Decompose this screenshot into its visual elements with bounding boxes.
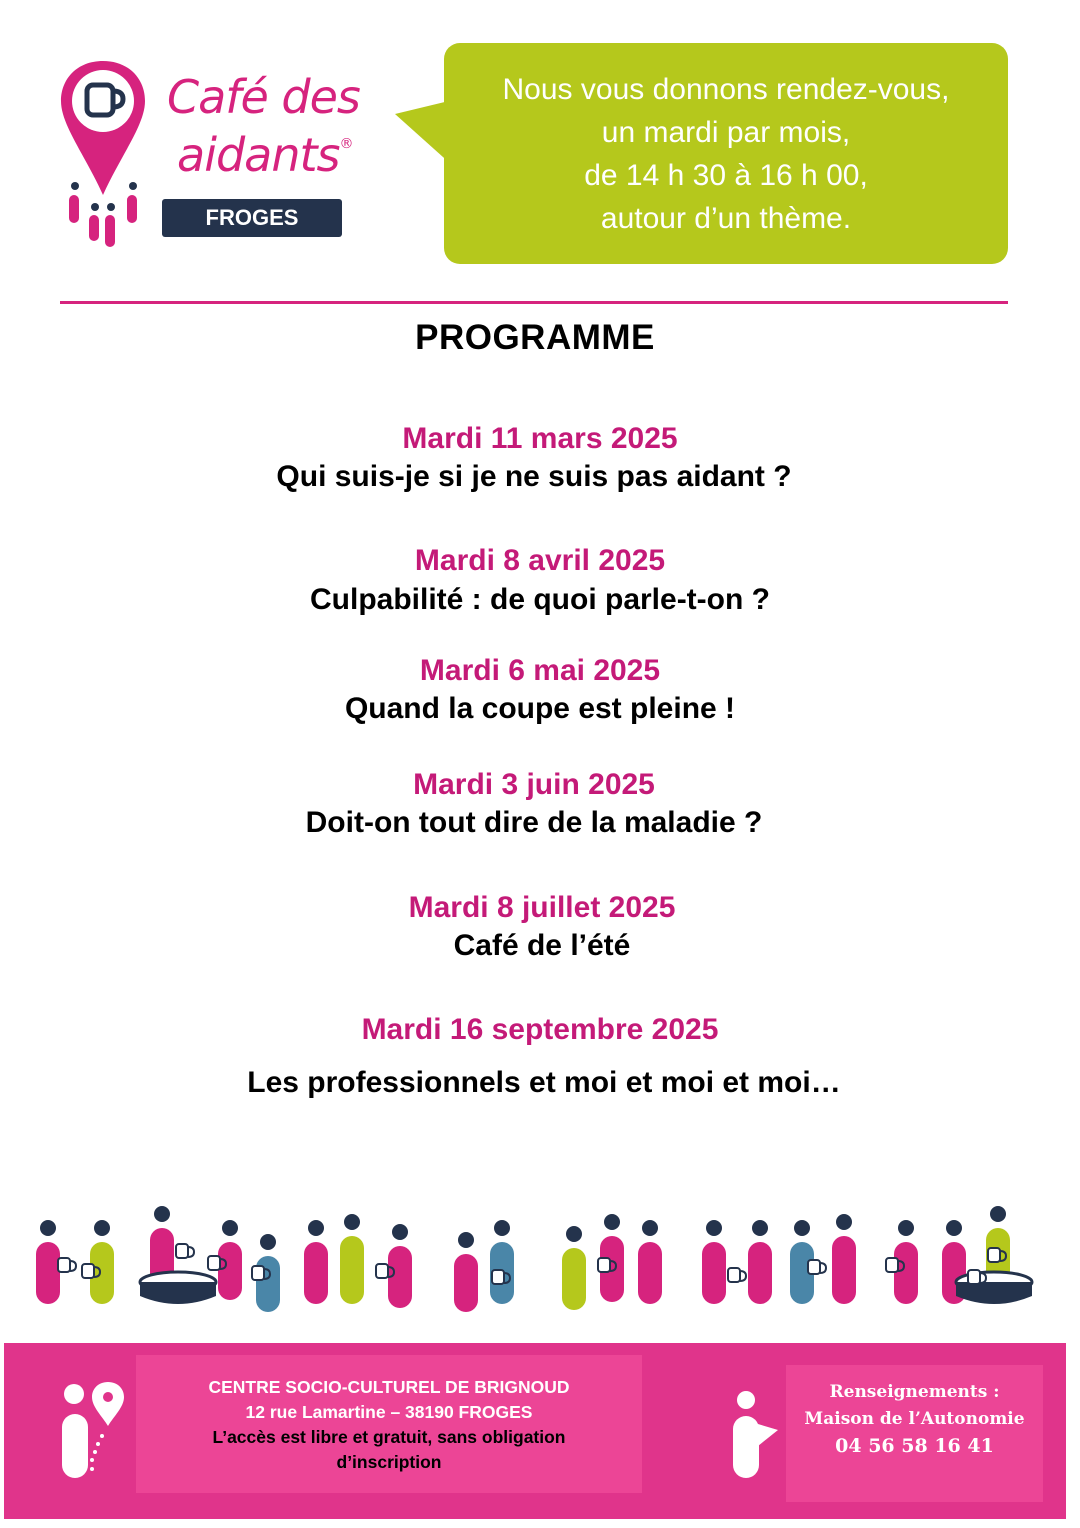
bubble-line: autour d’un thème. bbox=[600, 202, 852, 235]
logo-title-line2 bbox=[177, 129, 353, 181]
event-theme: Quand la coupe est pleine ! bbox=[344, 692, 736, 725]
event-theme: Doit-on tout dire de la maladie ? bbox=[305, 806, 763, 839]
people-with-cups-icon bbox=[28, 1198, 1038, 1328]
registered-mark: ® bbox=[339, 136, 353, 152]
event-theme: Culpabilité : de quoi parle-t-on ? bbox=[310, 583, 770, 616]
event-date: Mardi 8 avril 2025 bbox=[414, 544, 666, 577]
venue-address: 12 rue Lamartine – 38190 FROGES bbox=[245, 1402, 533, 1422]
event-date: Mardi 3 juin 2025 bbox=[413, 768, 655, 801]
bubble-line: un mardi par mois, bbox=[601, 116, 851, 149]
info-label: Renseignements : bbox=[829, 1382, 1000, 1402]
logo-title-aidants: aidants bbox=[177, 128, 340, 182]
event-date: Mardi 6 mai 2025 bbox=[419, 654, 661, 687]
info-location-icon bbox=[58, 1380, 128, 1480]
event-date: Mardi 11 mars 2025 bbox=[402, 422, 678, 455]
event-date: Mardi 16 septembre 2025 bbox=[361, 1013, 719, 1046]
event-theme: Café de l’été bbox=[453, 929, 631, 962]
info-org: Maison de l’Autonomie bbox=[804, 1409, 1025, 1429]
schedule-bubble bbox=[444, 43, 1008, 264]
programme-title: PROGRAMME bbox=[415, 318, 655, 357]
venue-access-cont: d’inscription bbox=[336, 1452, 442, 1472]
event-date: Mardi 8 juillet 2025 bbox=[408, 891, 676, 924]
event-theme: Les professionnels et moi et moi et moi… bbox=[247, 1066, 841, 1099]
info-phone: 04 56 58 16 41 bbox=[835, 1435, 994, 1457]
logo-title-line1: Café des bbox=[167, 70, 360, 124]
venue-access: L’accès est libre et gratuit, sans obligation bbox=[212, 1427, 566, 1447]
bubble-line: Nous vous donnons rendez-vous, bbox=[502, 73, 950, 106]
location-pin-icon bbox=[55, 55, 155, 255]
info-person-icon bbox=[730, 1390, 782, 1480]
event-theme: Qui suis-je si je ne suis pas aidant ? bbox=[276, 460, 792, 493]
cafe-des-aidants-logo bbox=[55, 55, 375, 255]
location-badge: FROGES bbox=[162, 199, 342, 237]
venue-box bbox=[136, 1355, 642, 1493]
header-divider bbox=[60, 301, 1008, 304]
bubble-line: de 14 h 30 à 16 h 00, bbox=[584, 159, 868, 192]
venue-name: CENTRE SOCIO-CULTUREL DE BRIGNOUD bbox=[208, 1377, 570, 1397]
info-box bbox=[786, 1365, 1043, 1502]
